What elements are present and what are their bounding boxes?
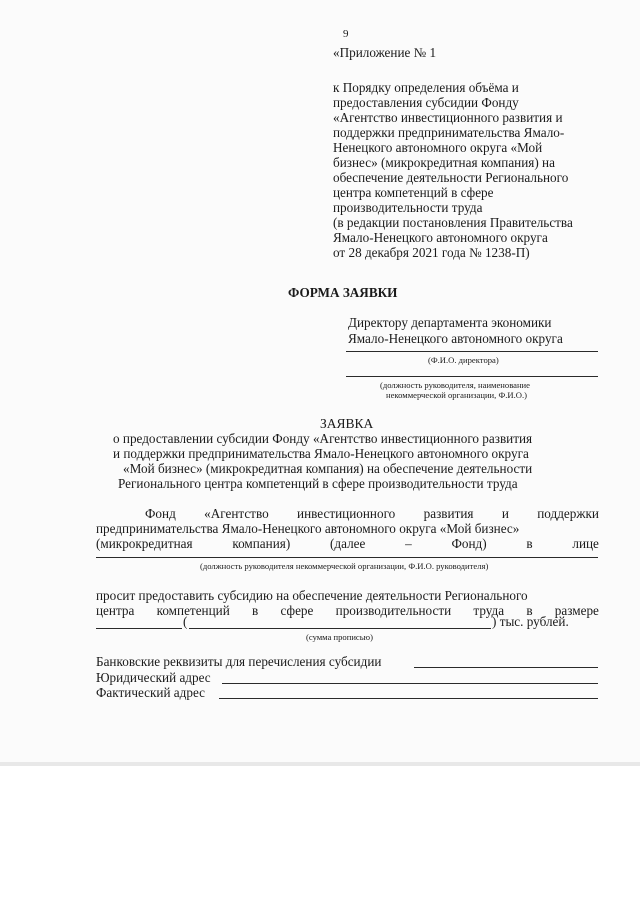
appendix-line: (в редакции постановления Правительства bbox=[333, 215, 573, 230]
word: инвестиционного bbox=[297, 506, 396, 521]
appendix-line: бизнес» (микрокредитная компания) на bbox=[333, 155, 555, 170]
word: в bbox=[526, 536, 533, 551]
page-number: 9 bbox=[343, 28, 349, 40]
amount-open: ( bbox=[183, 614, 188, 629]
legal-address-label: Юридический адрес bbox=[96, 670, 211, 685]
appendix-line: от 28 декабря 2021 года № 1238-П) bbox=[333, 245, 530, 260]
page-edge bbox=[0, 762, 640, 766]
appendix-line: Ямало-Ненецкого автономного округа bbox=[333, 230, 548, 245]
subtitle-line: «Мой бизнес» (микрокредитная компания) на обеспечение деятельности bbox=[123, 461, 533, 476]
actual-address-line bbox=[219, 698, 598, 699]
word: и bbox=[501, 506, 509, 521]
bank-details-label: Банковские реквизиты для перечисления субсидии bbox=[96, 654, 382, 669]
word: компания) bbox=[232, 536, 291, 551]
director-name-line bbox=[346, 351, 598, 352]
amount-digits-line bbox=[96, 628, 182, 629]
actual-address-label: Фактический адрес bbox=[96, 685, 206, 700]
org-caption-1: (должность руководителя, наименование bbox=[380, 380, 530, 390]
amount-caption: (сумма прописью) bbox=[306, 632, 373, 642]
addressee-line: Ямало-Ненецкого автономного округа bbox=[348, 331, 563, 346]
bank-details-line bbox=[414, 667, 598, 668]
form-title: ФОРМА ЗАЯВКИ bbox=[288, 285, 398, 300]
word: Фонд bbox=[145, 506, 176, 521]
word: центра bbox=[96, 603, 135, 618]
appendix-line: Ненецкого автономного округа «Мой bbox=[333, 140, 543, 155]
subtitle-line: Регионального центра компетенций в сфере производительности труда bbox=[118, 476, 518, 491]
application-heading: ЗАЯВКА bbox=[320, 416, 374, 431]
director-caption: (Ф.И.О. директора) bbox=[428, 355, 499, 365]
appendix-line: «Агентство инвестиционного развития и bbox=[333, 110, 563, 125]
appendix-line: центра компетенций в сфере bbox=[333, 185, 494, 200]
appendix-line: производительности труда bbox=[333, 200, 483, 215]
word: (далее bbox=[330, 536, 366, 551]
addressee-line: Директору департамента экономики bbox=[348, 315, 552, 330]
appendix-line: к Порядку определения объёма и bbox=[333, 80, 519, 95]
word: производительности bbox=[335, 603, 452, 618]
word: развития bbox=[423, 506, 474, 521]
word: – bbox=[405, 536, 412, 551]
appendix-line: обеспечение деятельности Регионального bbox=[333, 170, 569, 185]
word: размере bbox=[554, 603, 599, 618]
appendix-line: поддержки предпринимательства Ямало- bbox=[333, 125, 565, 140]
word: компетенций bbox=[156, 603, 230, 618]
word: Фонд) bbox=[451, 536, 487, 551]
amount-words-line bbox=[189, 628, 491, 629]
org-head-line bbox=[346, 376, 598, 377]
para1-row1 bbox=[145, 506, 599, 521]
word: «Агентство bbox=[204, 506, 269, 521]
para1-row2: предпринимательства Ямало-Ненецкого автономного округа «Мой бизнес» bbox=[96, 521, 520, 536]
para1-row3 bbox=[96, 536, 599, 551]
amount-close: ) тыс. рублей. bbox=[492, 614, 569, 629]
appendix-line: предоставления субсидии Фонду bbox=[333, 95, 519, 110]
head-name-line bbox=[96, 557, 598, 558]
word: сфере bbox=[280, 603, 314, 618]
para2-row1: просит предоставить субсидию на обеспечение деятельности Регионального bbox=[96, 588, 528, 603]
head-caption: (должность руководителя некоммерческой организации, Ф.И.О. руководителя) bbox=[200, 561, 489, 571]
org-caption-2: некоммерческой организации, Ф.И.О.) bbox=[386, 390, 527, 400]
appendix-title: «Приложение № 1 bbox=[333, 45, 437, 60]
subtitle-line: и поддержки предпринимательства Ямало-Ненецкого автономного округа bbox=[113, 446, 529, 461]
word: труда bbox=[473, 603, 505, 618]
legal-address-line bbox=[222, 683, 598, 684]
word: в bbox=[252, 603, 259, 618]
word: лице bbox=[572, 536, 599, 551]
word: в bbox=[526, 603, 533, 618]
word: поддержки bbox=[537, 506, 599, 521]
word: (микрокредитная bbox=[96, 536, 193, 551]
subtitle-line: о предоставлении субсидии Фонду «Агентство инвестиционного развития bbox=[113, 431, 533, 446]
